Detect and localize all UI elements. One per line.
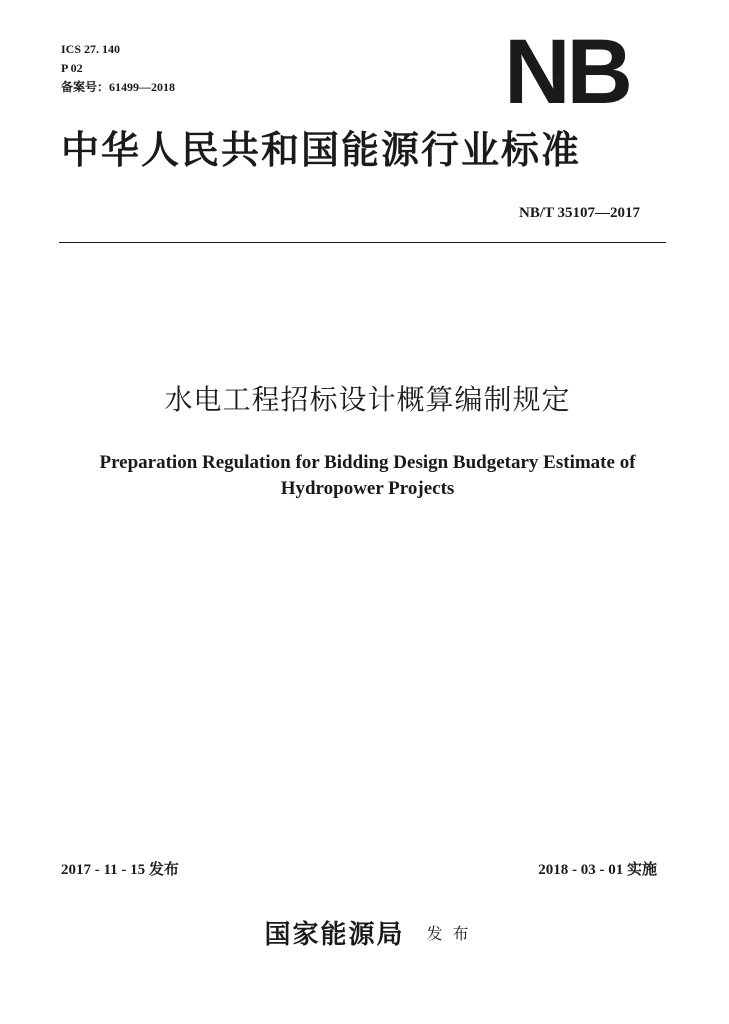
nb-logo: NB xyxy=(504,21,629,123)
english-title-line-1: Preparation Regulation for Bidding Design Budgetary Estimate of xyxy=(99,452,636,473)
publisher-action: 发布 xyxy=(426,924,479,943)
issue-date: 2017 - 11 - 15 发布 xyxy=(61,862,179,878)
document-title-english xyxy=(0,450,729,502)
metadata-block xyxy=(61,40,175,97)
header-divider xyxy=(59,242,666,243)
implementation-date: 2018 - 03 - 01 实施 xyxy=(538,862,657,878)
standard-number: NB/T 35107—2017 xyxy=(519,205,640,221)
document-title-chinese: 水电工程招标设计概算编制规定 xyxy=(164,383,571,416)
publisher xyxy=(0,914,729,951)
classification-code: P 02 xyxy=(61,61,83,75)
english-title-line-2: Hydropower Projects xyxy=(280,478,455,499)
ics-code: ICS 27. 140 xyxy=(61,42,121,56)
publisher-name: 国家能源局 xyxy=(264,920,405,950)
filing-number: 备案号：61499—2018 xyxy=(61,80,176,94)
org-title: 中华人民共和国能源行业标准 xyxy=(61,127,582,172)
